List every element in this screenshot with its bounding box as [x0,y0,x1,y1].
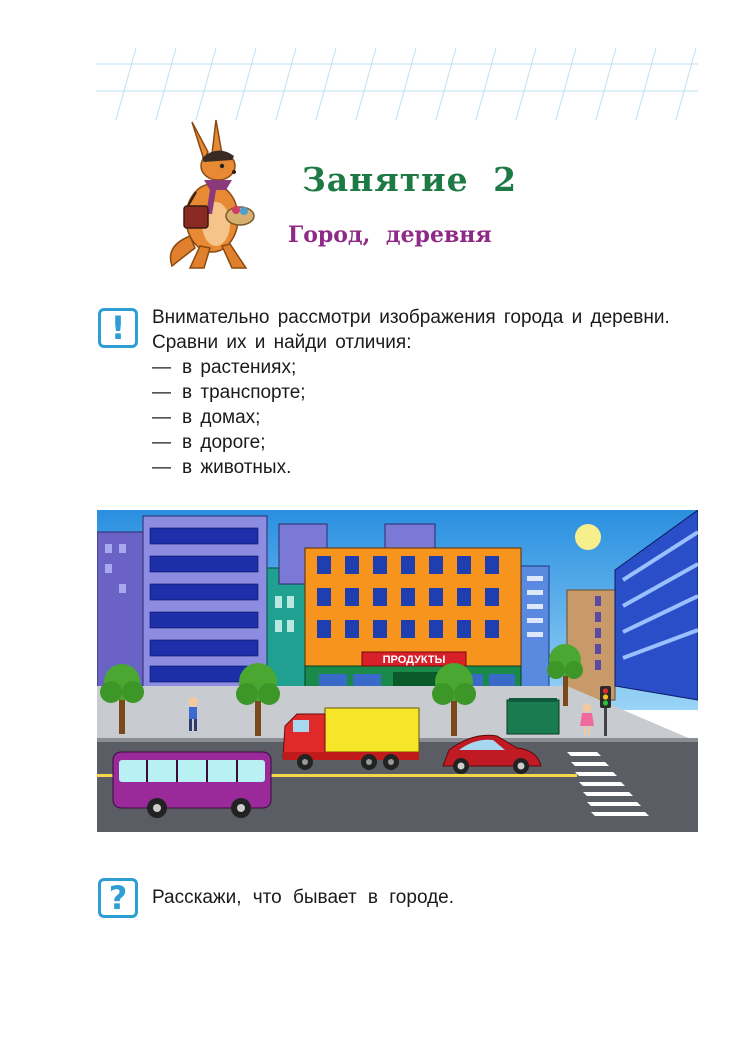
question-text: Расскажи, что бывает в городе. [152,887,455,908]
kiosk [507,700,559,734]
task-list [152,355,700,480]
list-item [152,405,700,430]
handwriting-grid [96,48,698,120]
list-item-text: в транспорте; [182,382,306,403]
list-item-text: в дороге; [182,432,266,453]
bus [113,752,271,818]
exclamation-icon: ! [98,308,138,348]
shop-sign-text: ПРОДУКТЫ [382,654,446,666]
list-item [152,380,700,405]
list-dash: — [152,382,171,403]
list-item-text: в животных. [182,457,292,478]
list-item [152,430,700,455]
list-dash: — [152,432,171,453]
building-tan [567,590,615,700]
lesson-subtitle: Город, деревня [288,222,492,248]
list-dash: — [152,357,171,378]
city-street-illustration [97,510,698,832]
traffic-light-pole [604,706,607,736]
lesson-title: Занятие 2 [302,160,518,199]
list-item-text: в растениях; [182,357,297,378]
kangaroo-mascot [160,118,260,273]
task-intro: Внимательно рассмотри изображения города и деревни. Сравни их и найди отличия: [152,307,670,353]
list-item [152,455,700,480]
list-dash: — [152,407,171,428]
sun [575,524,601,550]
list-dash: — [152,457,171,478]
list-item-text: в домах; [182,407,261,428]
question-icon: ? [98,878,138,918]
building-right-blue [521,566,549,696]
list-item [152,355,700,380]
task-instructions [152,305,700,480]
